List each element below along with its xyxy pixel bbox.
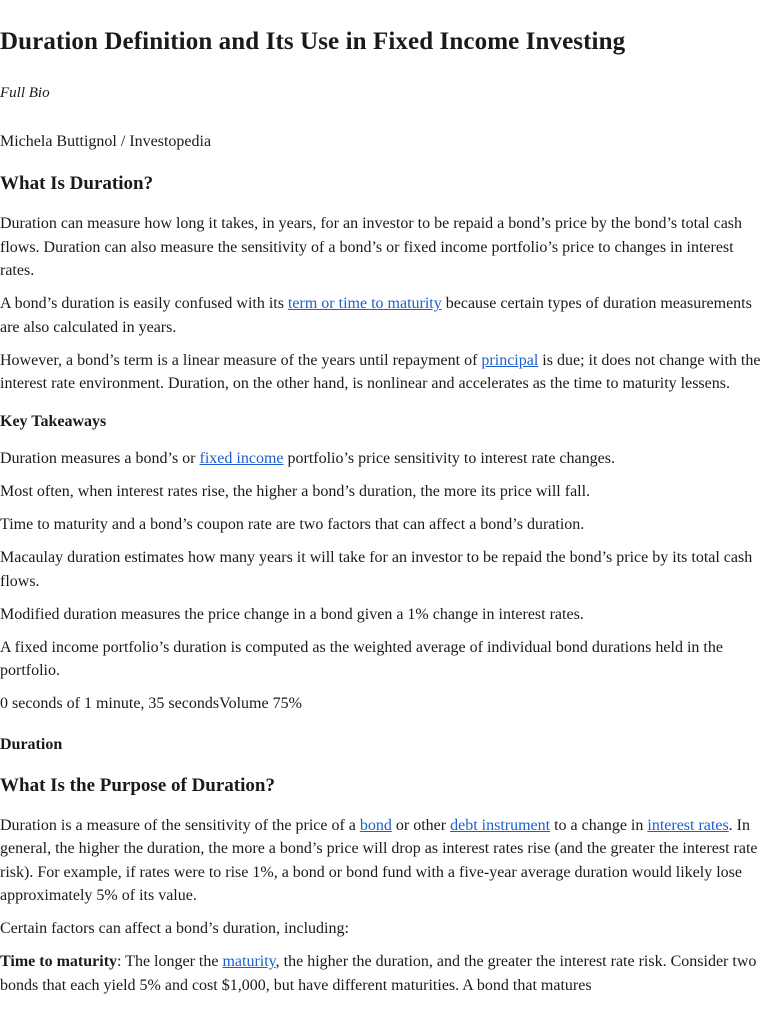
- paragraph: [0, 349, 768, 396]
- link-fixed-income[interactable]: fixed income: [199, 450, 284, 467]
- section-heading-purpose-of-duration: What Is the Purpose of Duration?: [0, 774, 275, 796]
- link-maturity[interactable]: maturity: [222, 953, 276, 970]
- video-title: Duration: [0, 735, 63, 753]
- article-body: [0, 166, 768, 1007]
- link-principal[interactable]: principal: [481, 351, 539, 369]
- paragraph-text: to a change in: [550, 816, 648, 834]
- takeaway-text: Duration measures a bond’s or: [0, 450, 200, 467]
- paragraph-text: : The longer the: [117, 953, 223, 970]
- paragraph-text: . In general, the higher the duration, the more a bond’s price will drop as interest rates rise (and the greater the interest rate risk). For example, if rates were to rise 1%, a bond or bond fund with a five-year average duration would likely lose approximately 5% of its value.: [0, 816, 758, 904]
- paragraph-text: A bond’s duration is easily confused with its: [0, 295, 288, 312]
- paragraph: [0, 212, 768, 283]
- section-heading-what-is-duration: What Is Duration?: [0, 173, 154, 194]
- takeaway-item: [0, 447, 768, 471]
- takeaway-item: Most often, when interest rates rise, the higher a bond’s duration, the more its price will fall.: [0, 483, 591, 500]
- paragraph-text: or other: [391, 816, 451, 834]
- article-title: Duration Definition and Its Use in Fixed Income Investing: [0, 28, 626, 55]
- key-takeaways-heading: Key Takeaways: [0, 413, 107, 430]
- link-interest-rates[interactable]: interest rates: [647, 816, 729, 834]
- term-label: Time to maturity: [0, 953, 118, 970]
- paragraph-text: because certain types of duration measurements are also calculated in years.: [0, 295, 752, 336]
- video-player-status[interactable]: 0 seconds of 1 minute, 35 secondsVolume 75%: [0, 695, 302, 712]
- link-bond[interactable]: bond: [359, 816, 392, 834]
- paragraph: [0, 814, 768, 908]
- takeaway-text: portfolio’s price sensitivity to interest rate changes.: [283, 450, 615, 467]
- takeaway-item: A fixed income portfolio’s duration is computed as the weighted average of individual bond durations held in the portfolio.: [0, 638, 723, 679]
- takeaway-item: Modified duration measures the price change in a bond given a 1% change in interest rates.: [0, 605, 584, 623]
- full-bio-link[interactable]: Full Bio: [0, 85, 50, 101]
- paragraph: Certain factors can affect a bond’s duration, including:: [0, 920, 349, 937]
- image-credit: Michela Buttignol / Investopedia: [0, 133, 212, 150]
- paragraph: [0, 292, 768, 339]
- paragraph: [0, 950, 768, 997]
- paragraph-text: , the higher the duration, and the greater the interest rate risk. Consider two bonds that each yield 5% and cost $1,000, but have different maturities. A bond that matures: [0, 953, 757, 994]
- takeaway-item: Macaulay duration estimates how many years it will take for an investor to be repaid the bond’s price by its total cash flows.: [0, 549, 753, 590]
- paragraph-text: Duration is a measure of the sensitivity of the price of a: [0, 816, 360, 834]
- takeaway-item: Time to maturity and a bond’s coupon rate are two factors that can affect a bond’s duration.: [0, 516, 585, 533]
- paragraph-text: is due; it does not change with the interest rate environment. Duration, on the other hand, is nonlinear and accelerates as the time to maturity lessens.: [0, 351, 761, 392]
- paragraph-text: Duration can measure how long it takes, in years, for an investor to be repaid a bond’s price by the bond’s total cash flows. Duration can also measure the sensitivity of a bond’s or fixed income portfolio’s price to changes in interest rates.: [0, 215, 743, 279]
- link-debt-instrument[interactable]: debt instrument: [450, 816, 551, 834]
- paragraph-text: However, a bond’s term is a linear measure of the years until repayment of: [0, 351, 482, 369]
- link-term-to-maturity[interactable]: term or time to maturity: [287, 295, 442, 312]
